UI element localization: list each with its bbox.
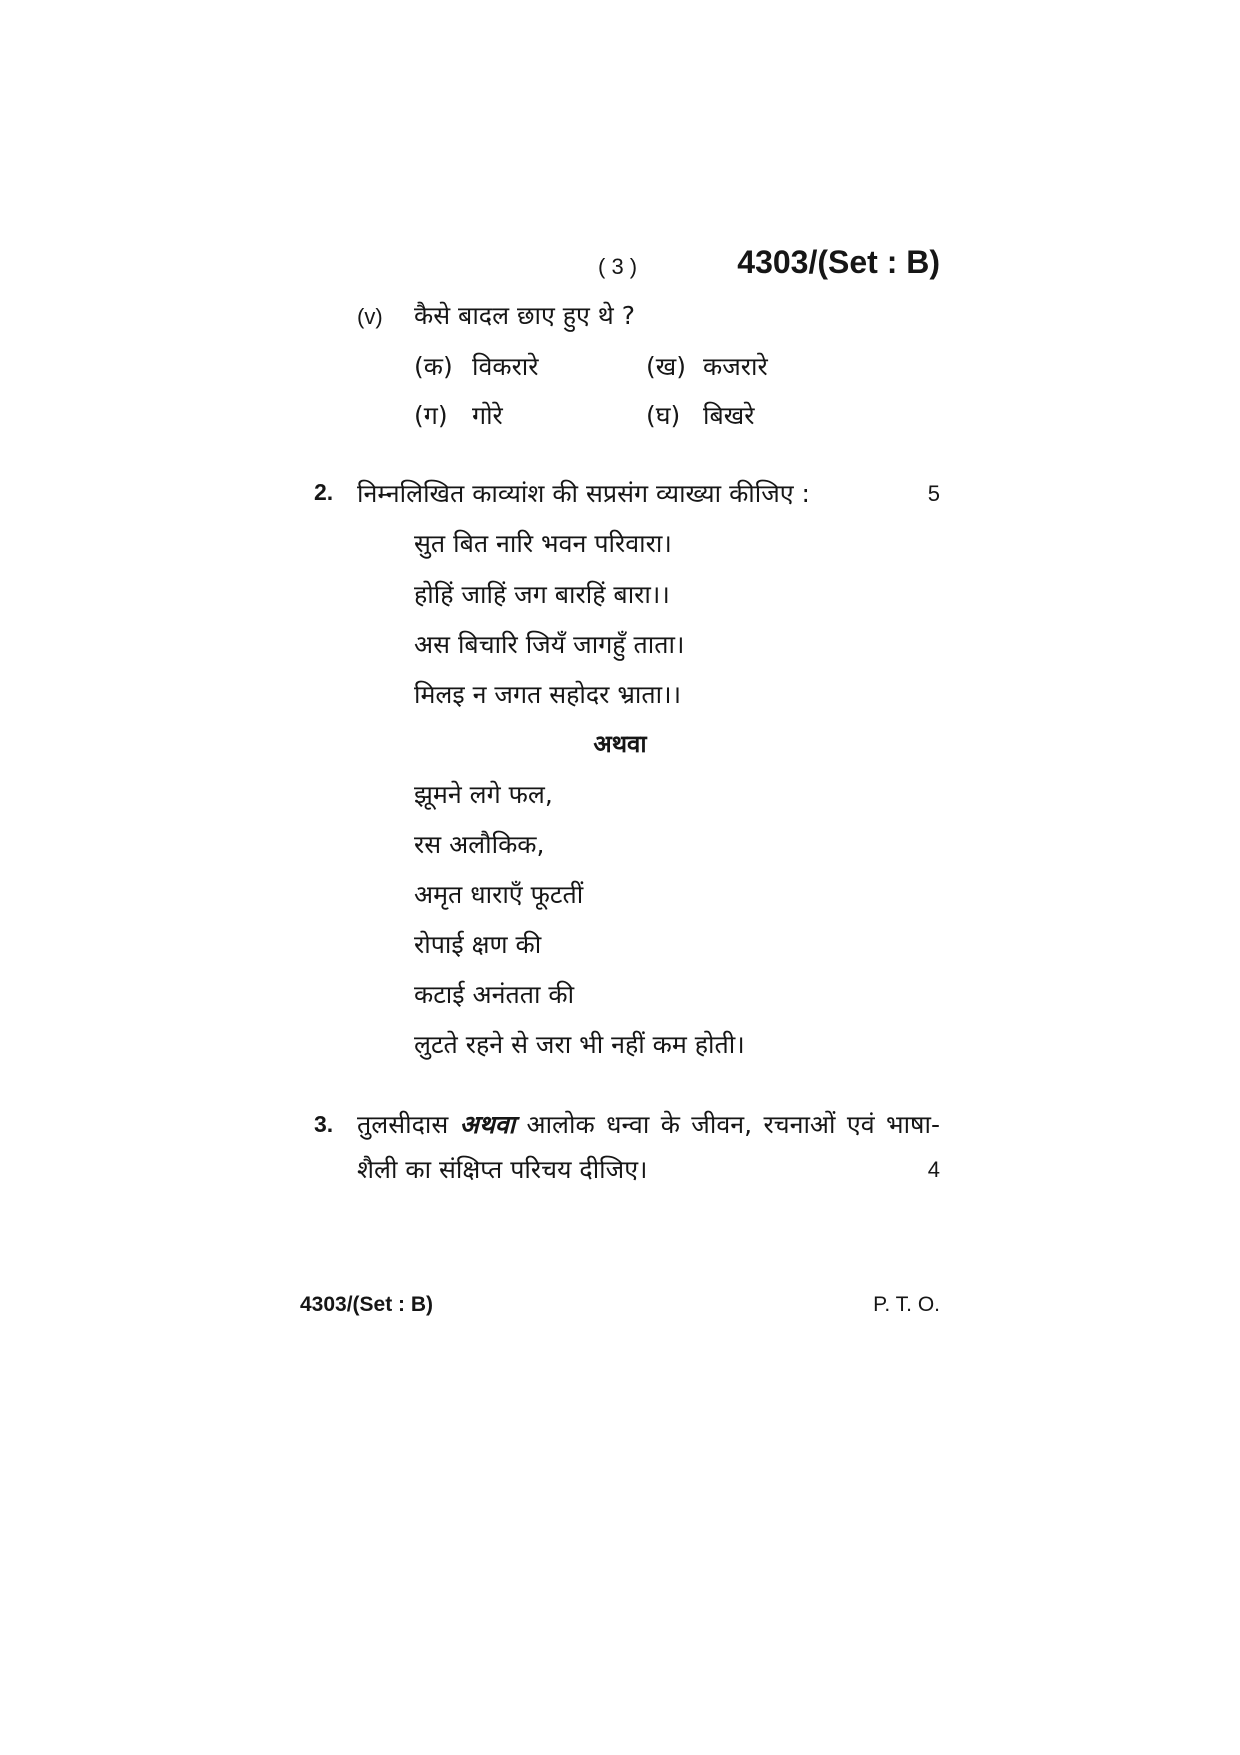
stanza1-line-4: मिलइ न जगत सहोदर भ्राता।। <box>414 680 682 709</box>
question-number-3: 3. <box>314 1111 334 1137</box>
option-text-ga: गोरे <box>472 401 503 430</box>
page-number: ( 3 ) <box>598 254 638 279</box>
stanza1-line-3: अस बिचारि जियँ जागहुँ ताता। <box>414 630 685 659</box>
question-number-v: (v) <box>357 304 383 329</box>
question-v-text: कैसे बादल छाए हुए थे ? <box>414 301 635 330</box>
or-separator: अथवा <box>593 730 647 758</box>
option-text-gha: बिखरे <box>703 401 755 430</box>
stanza2-line-6: लुटते रहने से जरा भी नहीं कम होती। <box>414 1030 745 1059</box>
paper-code: 4303/(Set : B) <box>737 244 940 280</box>
stanza2-line-1: झूमने लगे फल, <box>414 780 553 809</box>
option-text-kha: कजरारे <box>703 352 768 381</box>
question-3-or-word: अथवा <box>459 1110 516 1139</box>
question-2-marks: 5 <box>927 481 940 506</box>
option-label-ga: (ग) <box>414 401 448 430</box>
stanza2-line-3: अमृत धाराएँ फूटतीं <box>414 880 584 909</box>
question-3-marks: 4 <box>927 1157 940 1182</box>
stanza1-line-1: सुत बित नारि भवन परिवारा। <box>414 529 672 558</box>
question-number-2: 2. <box>314 479 334 505</box>
question-3-line-2: शैली का संक्षिप्त परिचय दीजिए। <box>357 1155 648 1184</box>
pto-label: P. T. O. <box>873 1293 940 1316</box>
question-3-part-2: आलोक धन्वा के जीवन, रचनाओं एवं भाषा- <box>526 1110 940 1139</box>
option-label-gha: (घ) <box>646 401 681 430</box>
question-2-instruction: निम्नलिखित काव्यांश की सप्रसंग व्याख्या कीजिए : <box>357 479 810 508</box>
stanza2-line-4: रोपाई क्षण की <box>414 930 542 959</box>
question-3-part-1: तुलसीदास <box>357 1110 449 1139</box>
question-3-line-1 <box>357 1107 940 1141</box>
stanza2-line-5: कटाई अनंतता की <box>414 980 575 1009</box>
option-label-kha: (ख) <box>646 352 686 381</box>
option-text-ka: विकरारे <box>472 352 539 381</box>
stanza2-line-2: रस अलौकिक, <box>414 830 545 859</box>
footer-paper-code: 4303/(Set : B) <box>300 1293 434 1316</box>
stanza1-line-2: होहिं जाहिं जग बारहिं बारा।। <box>414 580 670 609</box>
option-label-ka: (क) <box>414 352 453 381</box>
